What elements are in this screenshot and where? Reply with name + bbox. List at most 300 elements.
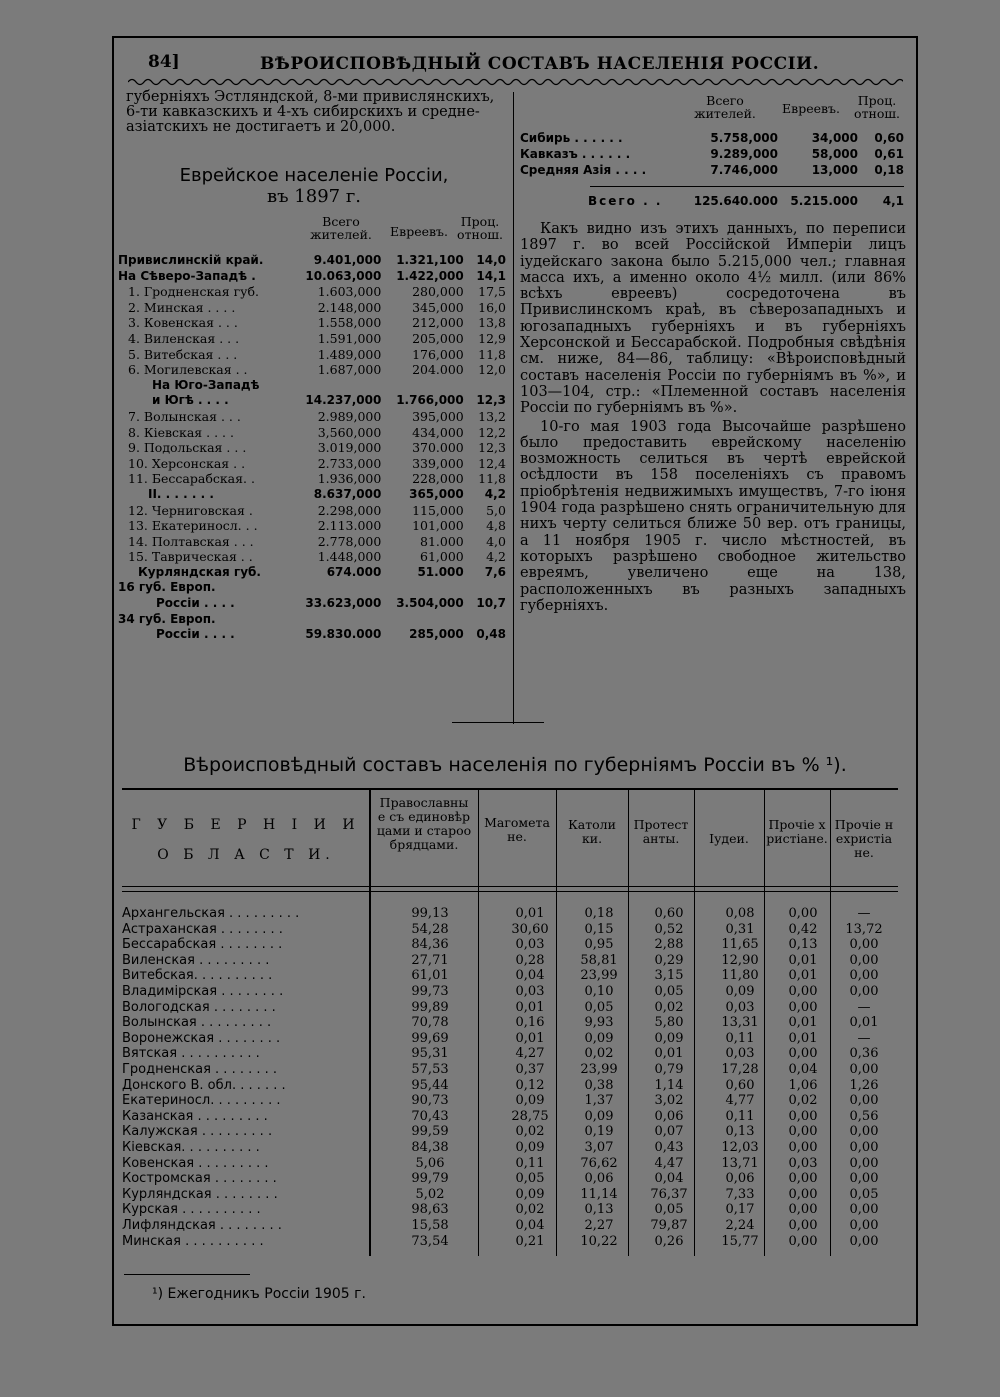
value-cell: 4,77 (725, 1093, 755, 1109)
value-cell: 13,71 (721, 1155, 759, 1171)
region-name: Екатериносл. . . . . . . . . (122, 1093, 281, 1109)
region-header-1: Г У Б Е Р Н І И И (131, 817, 361, 833)
total-value: 1.448,000 (317, 549, 382, 565)
value-cell: 2,27 (584, 1218, 614, 1233)
row-name: 6. Могилевская . . (128, 362, 248, 378)
jews-value: 13,000 (811, 163, 858, 177)
total-value: 33.623,000 (305, 596, 382, 611)
value-cell: 0,03 (725, 1046, 755, 1062)
value-cell: 0,06 (584, 1171, 614, 1187)
header-total: Всего жителей. (310, 214, 372, 242)
region-name: Курская . . . . . . . . . . (122, 1202, 261, 1218)
table-row (118, 347, 506, 363)
pct-value: 14,0 (476, 253, 506, 267)
value-cell: 95,31 (411, 1046, 449, 1062)
value-cell: 61,01 (411, 968, 449, 984)
jews-value: 101,000 (412, 518, 464, 534)
value-cell: 0,17 (725, 1202, 755, 1218)
value-cell: 0,00 (849, 1218, 879, 1233)
value-cell: 0,03 (515, 937, 545, 953)
total-value: 5.758,000 (710, 131, 778, 145)
region-name: Вятская . . . . . . . . . . (122, 1046, 260, 1062)
total-value: 125.640.000 (693, 194, 778, 208)
value-cell: 0,02 (584, 1046, 614, 1062)
row-name: 16 губ. Европ. (118, 580, 216, 595)
value-cell: 57,53 (411, 1062, 449, 1077)
pct-value: 12,0 (478, 362, 506, 378)
row-name: II. . . . . . . (148, 486, 214, 501)
row-name: Россіи . . . . (156, 596, 235, 611)
section-separator (452, 722, 544, 723)
value-cell: 5,02 (415, 1186, 445, 1202)
value-cell: 0,00 (849, 1171, 879, 1187)
jews-value: 345,000 (412, 299, 464, 315)
value-cell: 2,88 (654, 937, 684, 953)
table-row (118, 440, 506, 456)
pct-value: 12,2 (478, 424, 506, 440)
value-cell: 95,44 (411, 1077, 449, 1093)
jews-value: 365,000 (409, 486, 464, 501)
table-row (118, 253, 506, 269)
region-name: Курляндская . . . . . . . . (122, 1186, 278, 1202)
header-pct: Проц. отнош. (854, 93, 900, 121)
value-cell: 0,08 (725, 906, 755, 921)
row-name: 11. Бессарабская. . (128, 471, 255, 487)
confession-table (122, 788, 898, 1258)
jewish-section-title: Еврейское населеніе Россіи, (179, 165, 449, 186)
table-row (118, 596, 506, 612)
value-cell: 0,00 (788, 999, 818, 1015)
value-cell: 1,26 (849, 1077, 879, 1093)
value-cell: 76,37 (650, 1186, 688, 1202)
region-name: Казанская . . . . . . . . . (122, 1108, 268, 1124)
jews-value: 228,000 (412, 471, 464, 487)
region-name: Владимірская . . . . . . . . (122, 984, 284, 999)
value-cell: 0,36 (849, 1046, 879, 1062)
value-cell: 0,10 (584, 984, 614, 999)
right-column (520, 90, 906, 614)
pct-value: 12,9 (478, 330, 506, 346)
value-cell: 76,62 (580, 1155, 618, 1171)
table-row (118, 487, 506, 503)
total-value: 14.237,000 (305, 393, 382, 408)
value-cell: 11,65 (721, 937, 759, 953)
value-cell: 0,00 (849, 937, 879, 953)
value-cell: 0,00 (849, 952, 879, 968)
left-column (118, 90, 510, 643)
value-cell: 0,00 (849, 1202, 879, 1218)
value-cell: 0,02 (654, 999, 684, 1015)
row-name: и Югѣ . . . . (152, 393, 229, 408)
value-cell: 58,81 (580, 952, 618, 968)
total-value: 2.733,000 (317, 455, 382, 471)
pct-value: 12,3 (478, 440, 506, 456)
value-cell: 17,28 (721, 1062, 759, 1077)
value-cell: 0,04 (654, 1171, 684, 1187)
value-cell: 0,05 (654, 1202, 684, 1218)
total-row (520, 193, 904, 209)
row-name: 12. Черниговская . (128, 502, 253, 518)
value-cell: 5,80 (654, 1015, 684, 1031)
value-cell: 13,31 (721, 1015, 759, 1031)
table-row (118, 471, 506, 487)
value-cell: 0,00 (788, 906, 818, 921)
row-name: 15. Таврическая . . (128, 549, 253, 565)
value-cell: — (857, 906, 871, 921)
header-rule-2 (122, 891, 898, 892)
value-cell: 0,02 (515, 1202, 545, 1218)
value-cell: 2,24 (725, 1218, 755, 1233)
region-name: Волынская . . . . . . . . . (122, 1015, 272, 1031)
table-row (118, 503, 506, 519)
total-value: 9.289,000 (710, 147, 778, 161)
asian-regions-table (520, 130, 904, 178)
value-cell: 10,22 (580, 1233, 618, 1249)
jews-value (381, 580, 463, 596)
value-cell: — (857, 999, 871, 1015)
pct-value: 0,48 (476, 627, 506, 642)
region-name: Минская . . . . . . . . . . (122, 1233, 264, 1249)
value-cell: 98,63 (411, 1202, 449, 1218)
value-cell: 0,02 (515, 1124, 545, 1140)
table-top-rule (122, 788, 898, 790)
pct-value: 14,1 (476, 268, 506, 283)
region-name: Архангельская . . . . . . . . . (122, 906, 300, 921)
header-total: Всего жителей. (694, 93, 756, 121)
column-header: Іудеи. (709, 831, 749, 846)
jews-value: 81.000 (420, 533, 464, 549)
value-cell: 12,03 (721, 1140, 759, 1155)
value-cell: 0,00 (849, 1124, 879, 1140)
value-cell: 15,58 (411, 1218, 449, 1233)
column-header: Православные съ единовѣрцами и старообрядцами. (376, 795, 472, 852)
region-name: Вологодская . . . . . . . . (122, 999, 276, 1015)
value-cell: 0,05 (515, 1171, 545, 1187)
total-value (287, 580, 381, 596)
right-paragraph-1: Какъ видно изъ этихъ данныхъ, по переписи 1897 г. во всей Россійской Имперіи лицъ іудейскаго закона было 5.215,000 чел.; главная масса ихъ, а именно около 4½ милл. (или 86% всѣхъ евреевъ) сосредоточена въ Привислинскомъ краѣ, въ сѣверозападныхъ и югозападныхъ губерніяхъ и въ губерніяхъ Херсонской и Бессарабской. Подробныя свѣдѣнія см. ниже, 84—86, таблицу: «Вѣроисповѣдный составъ населенія Россіи по губерніямъ въ %», и 103—104, стр.: «Племенной составъ населенія Россіи по губерніямъ въ %». (520, 221, 906, 417)
value-cell: 70,43 (411, 1108, 449, 1124)
total-rule (590, 186, 904, 187)
value-cell: 99,73 (411, 984, 449, 999)
row-name: 1. Гродненская губ. (128, 284, 259, 300)
jews-value: 212,000 (412, 315, 464, 331)
pct-value: 12,4 (478, 455, 506, 471)
value-cell: 11,14 (580, 1186, 618, 1202)
value-cell: 0,00 (849, 984, 879, 999)
row-name: 5. Витебская . . . (128, 346, 238, 362)
region-name: Донского В. обл. . . . . . . (122, 1077, 286, 1093)
jews-value: 370.000 (412, 440, 464, 456)
region-name: Воронежская . . . . . . . . (122, 1030, 281, 1046)
column-divider (513, 92, 514, 724)
value-cell: 1,14 (654, 1077, 684, 1093)
jewish-population-table (118, 253, 506, 643)
region-name: Костромская . . . . . . . . (122, 1171, 277, 1187)
value-cell: 0,09 (515, 1186, 545, 1202)
region-name: Гродненская . . . . . . . . (122, 1062, 278, 1077)
total-row-table (520, 193, 904, 209)
jews-value: 285,000 (409, 627, 464, 642)
jews-value: 204.000 (412, 362, 464, 378)
value-cell: 0,60 (654, 906, 684, 921)
jewish-section-subtitle: въ 1897 г. (267, 186, 361, 207)
pct-value (464, 580, 506, 596)
region-header-2: О Б Л А С Т И. (157, 847, 335, 863)
value-cell: 0,00 (849, 968, 879, 984)
footnote-rule (124, 1274, 250, 1275)
value-cell: 54,28 (411, 921, 449, 937)
value-cell: 0,03 (788, 1155, 818, 1171)
value-cell: 0,56 (849, 1108, 879, 1124)
value-cell: 0,05 (654, 984, 684, 999)
value-cell: 0,00 (849, 1093, 879, 1109)
running-title: ВѢРОИСПОВѢДНЫЙ СОСТАВЪ НАСЕЛЕНІЯ РОССІИ. (260, 54, 820, 74)
column-line (478, 790, 479, 1256)
table-row (118, 565, 506, 581)
pct-value: 4,0 (486, 533, 506, 549)
total-value: 59.830.000 (305, 627, 382, 642)
region-name: Бессарабская . . . . . . . . (122, 937, 283, 953)
table-row (520, 162, 904, 178)
pct-value: 16,0 (478, 299, 506, 315)
table-row (118, 284, 506, 300)
total-value: 1.591,000 (317, 330, 382, 346)
value-cell: 0,09 (515, 1093, 545, 1109)
value-cell: 0,13 (725, 1124, 755, 1140)
pct-value: 11,8 (478, 346, 506, 362)
row-name: На Сѣверо-Западѣ . (118, 268, 256, 283)
row-name: 4. Виленская . . . (128, 330, 240, 346)
total-value: 1.936,000 (317, 471, 382, 487)
header-jews: Евреевъ. (782, 101, 840, 116)
value-cell: 79,87 (650, 1218, 688, 1233)
jews-value: 280,000 (412, 284, 464, 300)
value-cell: 0,13 (584, 1202, 614, 1218)
value-cell: 0,09 (584, 1108, 614, 1124)
total-value (287, 612, 381, 628)
row-name: 10. Херсонская . . (128, 455, 246, 471)
value-cell: 0,60 (725, 1077, 755, 1093)
value-cell: 1,37 (584, 1093, 614, 1109)
value-cell: 0,95 (584, 937, 614, 953)
table-row (118, 580, 506, 596)
value-cell: 90,73 (411, 1093, 449, 1109)
table-row (118, 378, 506, 394)
value-cell: 28,75 (511, 1108, 549, 1124)
value-cell: 0,01 (515, 1030, 545, 1046)
pct-value: 0,61 (874, 147, 904, 161)
pct-value: 10,7 (476, 596, 506, 611)
pct-value: 0,60 (874, 131, 904, 145)
value-cell: 0,06 (654, 1108, 684, 1124)
value-cell: 99,13 (411, 906, 449, 921)
row-name: Курляндская губ. (138, 564, 261, 579)
page-number: 84] (148, 52, 180, 72)
value-cell: 99,69 (411, 1030, 449, 1046)
value-cell: 0,02 (788, 1093, 818, 1109)
jews-value: 51.000 (417, 564, 464, 579)
value-cell: 0,09 (725, 984, 755, 999)
value-cell: 0,00 (849, 1155, 879, 1171)
header-rule-1 (122, 886, 898, 887)
pct-value: 4,1 (882, 194, 904, 208)
pct-value: 5,0 (486, 502, 506, 518)
region-name: Виленская . . . . . . . . . (122, 952, 270, 968)
value-cell: 0,21 (515, 1233, 545, 1249)
jews-value: 1.422,000 (396, 268, 464, 283)
value-cell: 0,28 (515, 952, 545, 968)
value-cell: 73,54 (411, 1233, 449, 1249)
value-cell: 0,09 (515, 1140, 545, 1155)
total-value: 9.401,000 (313, 253, 382, 267)
intro-paragraph: губерніяхъ Эстляндской, 8-ми привислянскихъ, 6-ти кавказскихъ и 4-хъ сибирскихъ и средне-азіатскихъ не достигаетъ и 20,000. (126, 89, 495, 135)
value-cell: 3,15 (654, 968, 684, 984)
value-cell: 0,00 (788, 1108, 818, 1124)
value-cell: 0,03 (515, 984, 545, 999)
table-row (118, 315, 506, 331)
table-row (520, 130, 904, 146)
value-cell: 13,72 (845, 921, 883, 937)
row-name: Кавказъ . . . . . . (520, 147, 631, 161)
row-name: 9. Подольская . . . (128, 440, 247, 456)
pct-value: 4,2 (486, 549, 506, 565)
value-cell: 0,09 (584, 1030, 614, 1046)
column-header: Прочіе христіане. (766, 817, 828, 846)
column-header: Католики. (568, 817, 616, 846)
jews-value: 115,000 (412, 502, 464, 518)
region-name: Кіевская. . . . . . . . . . (122, 1140, 260, 1155)
footnote: ¹) Ежегодникъ Россіи 1905 г. (152, 1286, 366, 1302)
pct-value: 4,8 (486, 518, 506, 534)
value-cell: 84,36 (411, 937, 449, 953)
value-cell: 0,01 (515, 906, 545, 921)
pct-value: 11,8 (478, 471, 506, 487)
value-cell: 0,12 (515, 1077, 545, 1093)
jews-value (381, 612, 463, 628)
region-name: Ковенская . . . . . . . . . (122, 1155, 269, 1171)
jews-value: 3.504,000 (396, 596, 464, 611)
table-row (118, 518, 506, 534)
total-value: 3.019,000 (317, 440, 382, 456)
value-cell: 0,37 (515, 1062, 545, 1077)
value-cell: 0,04 (515, 1218, 545, 1233)
pct-value (464, 378, 506, 394)
main-table-title: Вѣроисповѣдный составъ населенія по губерніямъ Россіи въ % ¹). (183, 754, 847, 776)
value-cell: 0,05 (584, 999, 614, 1015)
value-cell: 0,11 (515, 1155, 545, 1171)
total-value: 2.148,000 (317, 299, 382, 315)
jews-value: 61,000 (420, 549, 464, 565)
table-row (118, 612, 506, 628)
value-cell: 0,31 (725, 921, 755, 937)
value-cell: 0,52 (654, 921, 684, 937)
region-name: Лифляндская . . . . . . . . (122, 1218, 282, 1233)
column-header: Магометане. (484, 815, 550, 844)
total-value: 2.989,000 (317, 408, 382, 424)
table-row (118, 549, 506, 565)
row-name: Привислинскій край. (118, 253, 264, 267)
value-cell: 99,79 (411, 1171, 449, 1187)
row-name: 2. Минская . . . . (128, 299, 236, 315)
value-cell: 15,77 (721, 1233, 759, 1249)
column-line (369, 790, 371, 1256)
value-cell: 0,16 (515, 1015, 545, 1031)
row-name: Россіи . . . . (156, 627, 235, 642)
value-cell: 11,80 (721, 968, 759, 984)
header-pct: Проц. отнош. (457, 214, 503, 242)
table-row (118, 300, 506, 316)
region-name: Витебская. . . . . . . . . . (122, 968, 273, 984)
jews-value (381, 378, 463, 394)
column-header: Протестанты. (633, 817, 689, 846)
value-cell: 0,38 (584, 1077, 614, 1093)
value-cell: 99,59 (411, 1124, 449, 1140)
value-cell: 0,01 (849, 1015, 879, 1031)
total-label: Всего . . (588, 194, 663, 208)
jews-value: 5.215.000 (790, 194, 858, 208)
jews-value: 395,000 (412, 408, 464, 424)
jews-value: 176,000 (412, 346, 464, 362)
value-cell: 0,04 (515, 968, 545, 984)
value-cell: 0,00 (788, 1124, 818, 1140)
value-cell: 7,33 (725, 1186, 755, 1202)
value-cell: 0,03 (725, 999, 755, 1015)
value-cell: 23,99 (580, 1062, 618, 1077)
value-cell: 0,00 (788, 1186, 818, 1202)
value-cell: 0,07 (654, 1124, 684, 1140)
value-cell: 4,47 (654, 1155, 684, 1171)
value-cell: 27,71 (411, 952, 449, 968)
value-cell: 0,19 (584, 1124, 614, 1140)
total-value: 2.113.000 (317, 518, 382, 534)
value-cell: 0,00 (849, 1140, 879, 1155)
value-cell: 4,27 (515, 1046, 545, 1062)
jews-value: 434,000 (412, 424, 464, 440)
pct-value: 13,2 (478, 408, 506, 424)
jews-value: 34,000 (811, 131, 858, 145)
jews-value: 339,000 (412, 455, 464, 471)
total-value: 1.603,000 (317, 284, 382, 300)
row-name: На Юго-Западѣ (152, 377, 260, 392)
wavy-rule (128, 76, 903, 88)
jewish-table-header (118, 213, 510, 253)
value-cell: 30,60 (511, 921, 549, 937)
value-cell: 0,05 (849, 1186, 879, 1202)
value-cell: 84,38 (411, 1140, 449, 1155)
jews-value: 1.766,000 (396, 393, 464, 408)
table-row (520, 146, 904, 162)
table-row (118, 456, 506, 472)
total-value (287, 378, 381, 394)
total-value: 2.298,000 (317, 502, 382, 518)
row-name: Сибирь . . . . . . (520, 131, 623, 145)
value-cell: — (857, 1030, 871, 1046)
value-cell: 0,26 (654, 1233, 684, 1249)
value-cell: 1,06 (788, 1077, 818, 1093)
pct-value: 13,8 (478, 315, 506, 331)
value-cell: 0,01 (788, 968, 818, 984)
jews-value: 205,000 (412, 330, 464, 346)
table-row (118, 425, 506, 441)
value-cell: 0,00 (788, 1202, 818, 1218)
value-cell: 0,42 (788, 921, 818, 937)
page-header (130, 50, 910, 78)
total-value: 2.778,000 (317, 533, 382, 549)
value-cell: 0,11 (725, 1108, 755, 1124)
total-value: 1.687,000 (317, 362, 382, 378)
value-cell: 0,18 (584, 906, 614, 921)
table-row (118, 331, 506, 347)
